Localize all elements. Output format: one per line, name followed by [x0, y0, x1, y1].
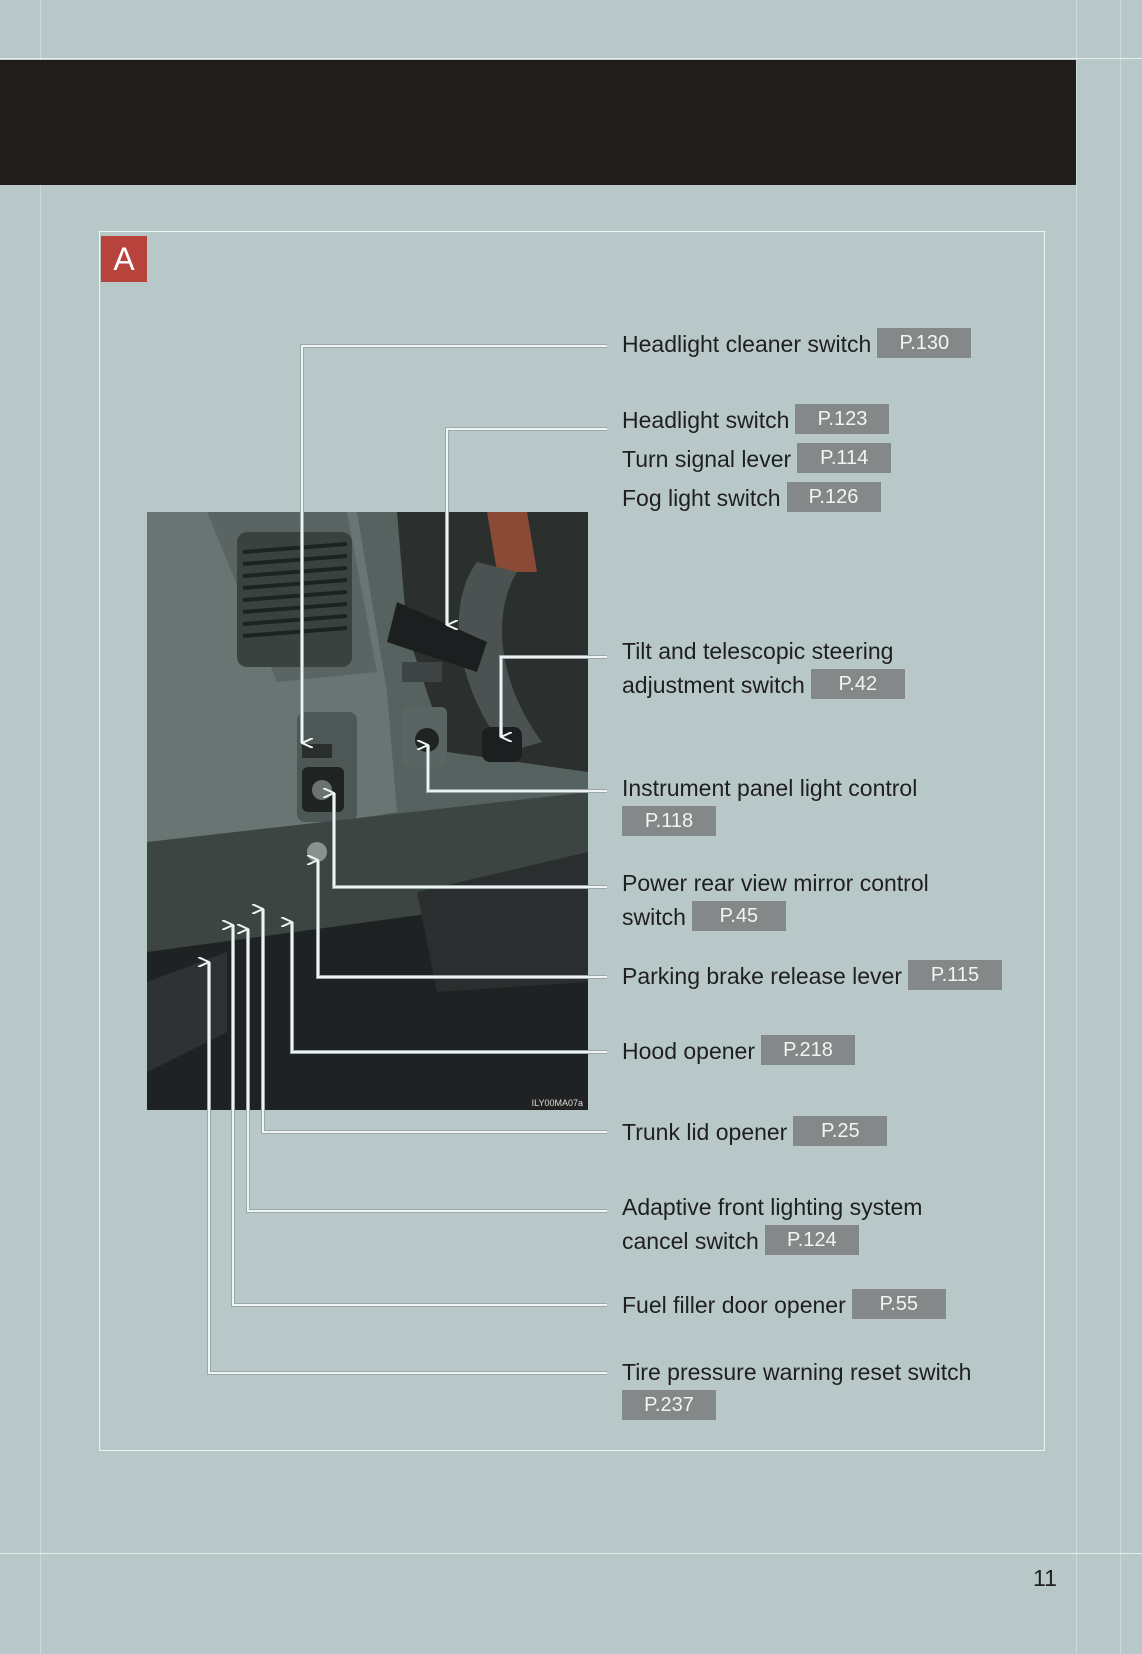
page-ref[interactable]: P.115: [908, 960, 1002, 990]
callout-headlight-cleaner: [622, 327, 971, 361]
callout-text: Fuel filler door opener: [622, 1292, 846, 1318]
page-ref[interactable]: P.25: [793, 1116, 887, 1146]
callout-adaptive-lighting: [622, 1190, 922, 1258]
page-ref[interactable]: P.130: [877, 328, 971, 358]
page-ref[interactable]: P.55: [852, 1289, 946, 1319]
callout-text: Headlight switch: [622, 407, 790, 433]
callout-hood-opener: [622, 1034, 855, 1068]
page-ref[interactable]: P.114: [797, 443, 891, 473]
callout-text: Instrument panel light control: [622, 775, 918, 801]
callout-fuel-filler: [622, 1288, 946, 1322]
callout-text: Tire pressure warning reset switch: [622, 1359, 972, 1385]
callout-trunk-lid: [622, 1115, 887, 1149]
callout-text: Adaptive front lighting system: [622, 1194, 923, 1220]
callout-instrument-panel: [622, 771, 917, 839]
page-ref[interactable]: P.124: [765, 1225, 859, 1255]
page-number: 11: [1033, 1565, 1057, 1591]
callout-text: Trunk lid opener: [622, 1119, 788, 1145]
page-ref[interactable]: P.237: [622, 1390, 716, 1420]
callout-text: Power rear view mirror control: [622, 870, 929, 896]
callout-turn-signal: [622, 442, 891, 476]
callout-text: Fog light switch: [622, 485, 781, 511]
callout-text: Headlight cleaner switch: [622, 331, 872, 357]
page-ref[interactable]: P.118: [622, 806, 716, 836]
callout-text: Tilt and telescopic steering: [622, 638, 894, 664]
callout-text: cancel switch: [622, 1228, 759, 1254]
callout-text: Parking brake release lever: [622, 963, 902, 989]
page-ref[interactable]: P.42: [811, 669, 905, 699]
photo-code: ILY00MA07a: [529, 1098, 586, 1109]
callout-fog-light: [622, 481, 881, 515]
callout-text: adjustment switch: [622, 672, 805, 698]
callout-mirror-control: [622, 866, 929, 934]
page-ref[interactable]: P.45: [692, 901, 786, 931]
callout-parking-brake: [622, 959, 1002, 993]
callout-text: Turn signal lever: [622, 446, 792, 472]
page-ref[interactable]: P.218: [761, 1035, 855, 1065]
section-badge: A: [101, 236, 147, 282]
callout-text: Hood opener: [622, 1038, 755, 1064]
callout-text: switch: [622, 904, 686, 930]
callout-headlight-switch: [622, 403, 889, 437]
callout-tilt-steering: [622, 634, 905, 702]
page-ref[interactable]: P.123: [795, 404, 889, 434]
page-ref[interactable]: P.126: [787, 482, 881, 512]
callout-tire-pressure: [622, 1355, 971, 1423]
